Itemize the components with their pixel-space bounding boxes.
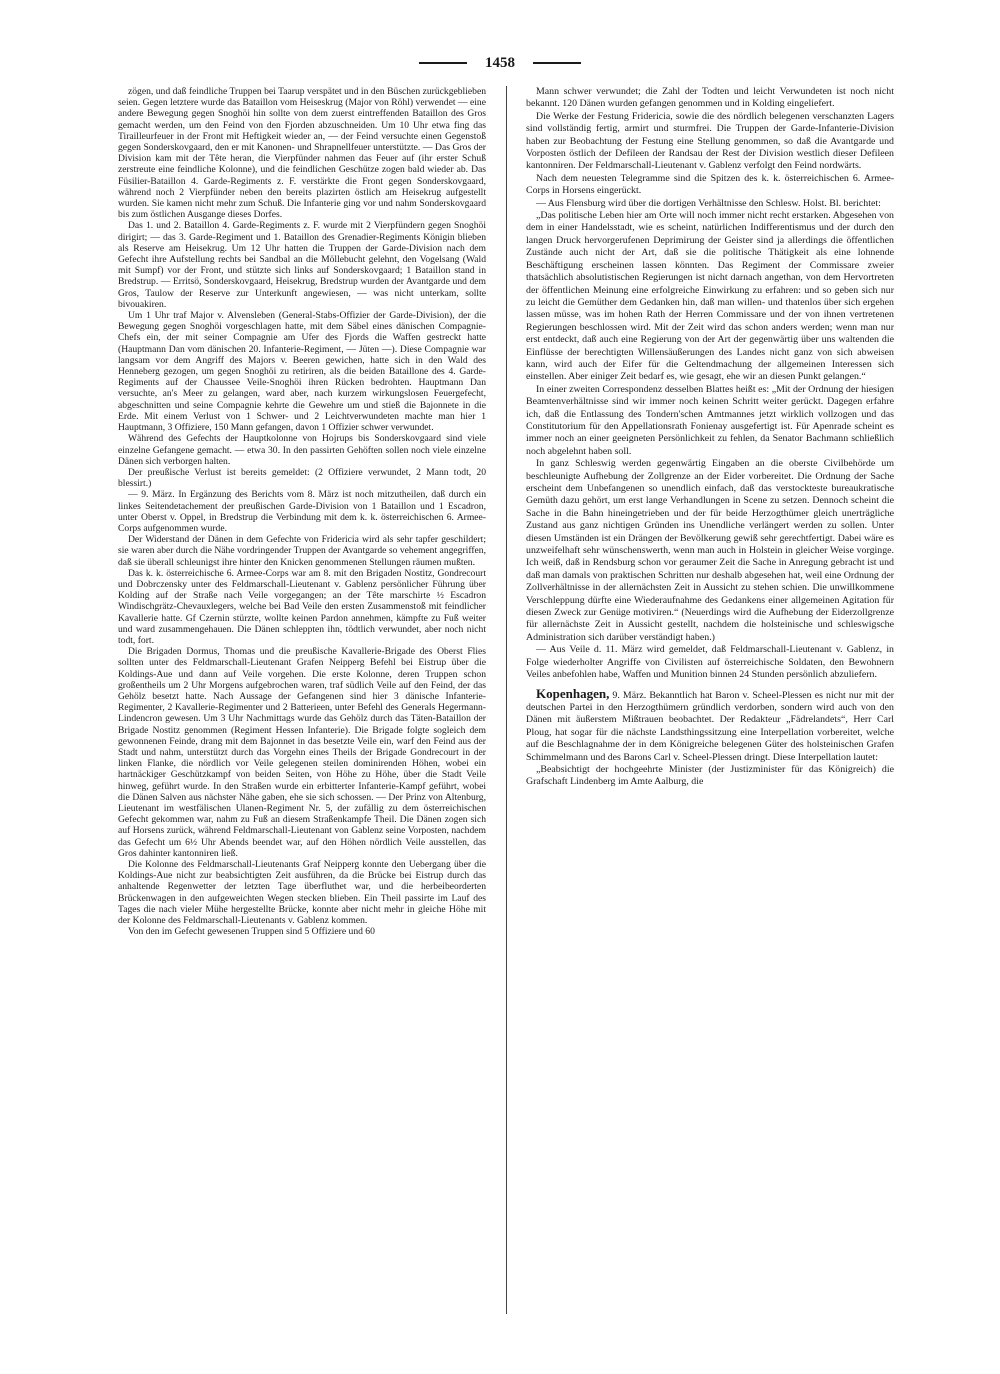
paragraph: — Aus Veile d. 11. März wird gemeldet, daß Feldmarschall-Lieutenant v. Gablenz, in Folge wiederholter Angriffe von Civilisten auf österreichische Soldaten, den Bewohnern Veiles anbefohlen habe, Waffen und Munition binnen 24 Stunden persönlich abzuliefern. <box>526 644 894 681</box>
page-header <box>0 52 1000 74</box>
paragraph: In einer zweiten Correspondenz desselben Blattes heißt es: „Mit der Ordnung der hiesigen Beamtenverhältnisse sind wir immer noch keinen Schritt weiter gerückt. Dagegen erfahre ich, daß die Entlassung des Tondern'schen Amtmannes jetzt wirklich vollzogen und das Constitutorium für den Appellationsrath Fonienay ausgefertigt ist. Für Apenrade scheint es immer noch an einer geeigneten Persönlichkeit zu fehlen, da Senator Bachmann schließlich noch abgelehnt haben soll. <box>526 383 894 457</box>
paragraph: Der preußische Verlust ist bereits gemeldet: (2 Offiziere verwundet, 2 Mann todt, 20 blessirt.) <box>118 466 486 490</box>
header-rule-left <box>419 62 467 64</box>
paragraph: Das k. k. österreichische 6. Armee-Corps war am 8. mit den Brigaden Nostitz, Gondrecourt und Dobrczensky unter des Feldmarschall-Lieutenant v. Gablenz persönlicher Führung über Kolding auf der Straße nach Veile vorgegangen; an der Tête marschirte ½ Escadron Windischgrätz-Chevauxlegers, welche bei Bad Veile den ersten Zusammenstoß mit feindlicher Kavallerie hatte. Gf Czernin stürzte, wollte keinen Pardon annehmen, kämpfte zu Fuß weiter und ward zusammengehauen. Die Dänen schleppten ihn, tödtlich verwundet, aber noch nicht todt, fort. <box>118 567 486 646</box>
right-column <box>526 86 894 1341</box>
paragraph: Nach dem neuesten Telegramme sind die Spitzen des k. k. österreichischen 6. Armee-Corps in Horsens eingerückt. <box>526 172 894 197</box>
paragraph: — Aus Flensburg wird über die dortigen Verhältnisse den Schlesw. Holst. Bl. berichtet: <box>536 197 881 209</box>
paragraph: Die Werke der Festung Fridericia, sowie die des nördlich belegenen verschanzten Lagers sind vollständig fertig, armirt und sturmfrei. Die Truppen der Garde-Infanterie-Division haben zur Beobachtung der Festung eine Stellung genommen, so daß die Avantgarde und Vorposten östlich der Defileen der Randsau der Rest der Division westlich dieser Defileen kantonniren. Der Feldmarschall-Lieutenant v. Gablenz verfolgt den Feind nordwärts. <box>526 110 894 172</box>
header-rule-right <box>533 62 581 64</box>
left-column <box>118 86 486 1341</box>
paragraph: „Das politische Leben hier am Orte will noch immer nicht recht erstarken. Abgesehen von dem in einer Handelsstadt, wie es scheint, natürlichen Indifferentismus und der durch den langen Druck hervorgerufenen Deprimirung der Geister sind ja allerdings die öffentlichen Zustände auch nicht der Art, daß sie die politische Thätigkeit als eine lohnende Beschäftigung erscheinen lassen könnten. Das Regiment der Commissare zweier thatsächlich absolutistischen Regierungen ist nicht darnach angethan, von dem Hervortreten der öffentlichen Meinung eine erfolgreiche Einwirkung zu erfahren: und so geben sich nur zu leicht die Gemüther dem Gedanken hin, daß man willen- und thatenlos über sich ergehen lassen müsse, was im hohen Rath der Herren Commissare und der von ihnen vertretenen Regierungen beschlossen wird. Mit der Zeit wird das schon anders werden; wenn man nur erst entdeckt, daß auch eine Regierung von der Art der gegenwärtig über uns waltenden die Einflüsse der berechtigten Willensäußerungen des Landes nicht ganz von sich abweisen kann, wird auch der Eifer für die Geltendmachung der allgemeinen Interessen sich einstellen. Aber einiger Zeit bedarf es, wie gesagt, ehe wir an diesen Punkt gelangen.“ <box>526 210 894 383</box>
paragraph: Von den im Gefecht gewesenen Truppen sind 5 Offiziere und 60 <box>128 926 375 938</box>
article-text: 9. März. Bekanntlich hat Baron v. Scheel-Plessen es nicht nur mit der deutschen Partei in den Herzogthümern gründlich verdorben, sondern wird auch von den Dänen mit äußerstem Mißtrauen beobachtet. Der Redakteur „Fädrelandets“, Herr Carl Ploug, hat sogar für die nächste Landsthingssitzung eine Interpellation vorbereitet, welche auf die Beschlagnahme der in dem Königreiche belegenen Güter des holsteinischen Grafen Schimmelmann und des Barons Carl v. Scheel-Plessen dringt. Diese Interpellation lautet: <box>526 689 894 763</box>
paragraph: Die Kolonne des Feldmarschall-Lieutenants Graf Neipperg konnte den Uebergang über die Koldings-Aue nicht zur beabsichtigten Zeit ausführen, da die Brücke bei Eistrup durch das anhaltende Regenwetter der letzten Tage überfluthet war, und die herbeibeorderten Brückenwagen in den aufgeweichten Wegen stecken blieben. Ein Theil passirte im Lauf des Tages die nach vieler Mühe hergestellte Brücke, konnte aber nicht mehr in gleiche Höhe mit der Kolonne des Feldmarschall-Lieutenants v. Gablenz kommen. <box>118 859 486 927</box>
paragraph: zögen, und daß feindliche Truppen bei Taarup verspätet und in den Büschen zurückgeblieben seien. Gegen letztere wurde das Bataillon vom Heiseskrug (Major von Röhl) verwendet — eine andere Bewegung gegen Snoghöi hin sollte von dem zuerst eintreffenden Bataillon des Gros gemacht werden, um den Feind von den Fjorden abzuschneiden. Um 10 Uhr etwa fing das Tirailleurfeuer in der Front mit Heftigkeit wieder an, — der Feind versuchte einen Gegenstoß gegen Sonderskovgaard, den er mit Kanonen- und Shrapnellfeuer unterstützte. — Das Gros der Division kam mit der Tête heran, die Vierpfünder nahmen das Feuer auf (ihr erster Schuß zerstreute eine feindliche Kolonne), und die feindlichen Geschütze zogen bald wieder ab. Das Füsilier-Bataillon 4. Garde-Regiments z. F. verstärkte die Front gegen Sonderskovgaard, während noch 2 Vierpfünder neben den bereits plazirten östlich am Heisekrug aufgestellt wurden. Sie kamen nicht mehr zum Schuß. Die Infanterie ging vor und nahm Sonderskovgaard bis zum östlichen Ausgange dieses Dorfes. <box>118 86 486 221</box>
paragraph: — 9. März. In Ergänzung des Berichts vom 8. März ist noch mitzutheilen, daß durch ein linkes Seitendetachement der preußischen Garde-Division von 1 Bataillon und 1 Escadron, unter Oberst v. Oppel, in Bredstrup die Verbindung mit dem k. k. österreichischen 6. Armee-Corps aufgenommen wurde. <box>118 489 486 534</box>
paragraph: Um 1 Uhr traf Major v. Alvensleben (General-Stabs-Offizier der Garde-Division), der die Bewegung gegen Snoghöi vorgeschlagen hatte, mit dem Säbel eines dänischen Compagnie-Chefs ein, der mit seiner Compagnie am Ufer des Fjords die Waffen gestreckt hatte (Hauptmann Dan vom dänischen 20. Infanterie-Regiment, — Jüten —). Diese Compagnie war langsam vor dem Angriff des Majors v. Beeren gewichen, hatte sich in den Wald des Henneberg gezogen, um gegen Snoghöi zu retiriren, als die beiden Bataillone des 4. Garde-Regiments auf der Chaussee Veile-Snoghöi ihren Rücken bedrohten. Hauptmann Dan versuchte, an's Meer zu gelangen, ward aber, nach kurzem wirkungslosen Feuergefecht, abgeschnitten und seine Compagnie kehrte die Gewehre um und stieß die Bajonnete in die Erde. Mit einem Verlust von 1 Schwer- und 2 Leichtverwundeten machte man hier 1 Hauptmann, 3 Offiziere, 150 Mann gefangen, davon 1 Offizier schwer verwundet. <box>118 310 486 434</box>
paragraph: In ganz Schleswig werden gegenwärtig Eingaben an die oberste Civilbehörde um beschleunigte Aufhebung der Zollgrenze an der Eider vorbereitet. Die Ordnung der Sache erscheint dem Unbefangenen so unendlich einfach, daß das verstockteste bureaukratische Gemüth dazu gehört, um erst lange Verhandlungen in Scene zu setzen. Dennoch scheint die Sache in die Bahn hineingetrieben und der für beide Herzogthümer gleich unerträgliche Zustand aus ganz nichtigen Gründen ins Unendliche verlängert werden zu sollen. Unter diesen Umständen ist ein Drängen der Bevölkerung gewiß sehr gerechtfertigt. Dabei wäre es unzweifelhaft sehr wünschenswerth, wenn man auch in Holstein in gleicher Weise vorginge. Ich weiß, daß in Rendsburg schon vor geraumer Zeit die Sache in Anregung gebracht ist und daß man damals von praktischen Schritten nur deshalb abgesehen hat, weil eine Ordnung der Zollverhältnisse in der allernächsten Zeit in Aussicht zu stehen schien. Die unwillkommene Verschleppung dürfte eine Wiederaufnahme des Gedankens einer allgemeinen Agitation für diesen Zweck zur Genüge motiviren.“ (Neuerdings wird die Aufhebung der Eiderzollgrenze für allernächste Zeit in Aussicht gestellt, nachdem die holsteinische und schleswigsche Administration sich darüber verständigt haben.) <box>526 458 894 643</box>
paragraph: Der Widerstand der Dänen in dem Gefechte von Fridericia wird als sehr tapfer geschildert; sie waren aber durch die Nähe vordringender Truppen der Avantgarde so vehement angegriffen, daß sie überall schleunigst ihre hinter den Knicken genommenen Stellungen räumen mußten. <box>118 534 486 568</box>
interpellation-quote: „Beabsichtigt der hochgeehrte Minister (der Justizminister für das Königreich) die Grafschaft Lindenberg im Amte Aalburg, die <box>526 763 894 788</box>
paragraph: Das 1. und 2. Bataillon 4. Garde-Regiments z. F. wurde mit 2 Vierpfündern gegen Snoghöi dirigirt; — das 3. Garde-Regiment und 1. Bataillon des Grenadier-Regiments Königin blieben als Reserve am Heisekrug. Um 12 Uhr hatten die Truppen der Garde-Division nach dem Gefecht ihre Aufstellung rechts bei Sandbal an die Möllebucht gelehnt, den Vogelsang (Wald mit Sumpf) vor der Front, und stützte sich links auf Sonderskovgaard; 1 Bataillon stand in Bredstrup. — Erritsö, Sonderskovgaard, Heisekrug, Bredstrup wurden der Avantgarde und dem Gros, Taulow der Reserve zur Unterkunft angewiesen, — was nicht unterkam, sollte bivouakiren. <box>118 220 486 310</box>
paragraph: Mann schwer verwundet; die Zahl der Todten und leicht Verwundeten ist noch nicht bekannt. 120 Dänen wurden gefangen genommen und in Kolding eingeliefert. <box>526 86 894 110</box>
page-number: 1458 <box>485 54 515 71</box>
paragraph: Die Brigaden Dormus, Thomas und die preußische Kavallerie-Brigade des Oberst Flies sollten unter des Feldmarschall-Lieutenant Grafen Neipperg Befehl bei Eistrup über die Koldings-Aue und dann auf Veile vorgehen. Die erste Kolonne, deren Truppen schon großentheils um 2 Uhr Morgens aufgebrochen waren, traf südlich Veile auf den Feind, der das Gehölz besetzt hatte. Nach Aussage der Gefangenen sind hier 3 dänische Infanterie-Regimenter, 2 Kavallerie-Regimenter und 2 Batterieen, unter Befehl des Generals Hegermann-Lindencron gewesen. Um 3 Uhr Nachmittags wurde das Gehölz durch das Täten-Bataillon der Brigade Nostitz genommen (Regiment Hessen Infanterie). Die Brigade folgte sogleich dem gewonnenen Feinde, drang mit dem Bajonnet in das besetzte Veile ein, warf den Feind aus der Stadt und nahm, unterstützt durch das Vorgehn eines Theils der Brigade Gondrecourt in der linken Flanke, die nördlich vor Veile gelegenen steilen dominirenden Höhen, wobei ein hartnäckiger Geschützkampf von beiden Seiten, von Höhe zu Höhe, über die Stadt Veile hinweg, geführt wurde. In den Straßen wurde ein erbitterter Infanterie-Kampf geführt, wobei die Dänen Salven aus nächster Nähe gaben, ehe sie sich schossen. — Der Prinz von Altenburg, Lieutenant im westfälischen Ulanen-Regiment Nr. 5, der zufällig zu dem österreichischen Gefecht gekommen war, nahm zu Fuß an diesem Straßenkampfe Theil. Die Dänen zogen sich auf Horsens zurück, während Feldmarschall-Lieutenant von Gablenz seine Vorposten, nachdem das Gefecht um 6½ Uhr Abends beendet war, auf den Höhen nördlich Veile ausstellen, das Gros dahinter kantonniren ließ. <box>118 646 486 859</box>
article-kopenhagen <box>526 685 894 764</box>
column-divider <box>506 86 507 1314</box>
dateline: Kopenhagen, <box>536 685 610 701</box>
paragraph: Während des Gefechts der Hauptkolonne von Hojrups bis Sonderskovgaard sind viele einzelne Gefangene gemacht. — etwa 30. In den passirten Gehöften sollen noch viele einzelne Dänen sich verborgen halten. <box>118 433 486 467</box>
